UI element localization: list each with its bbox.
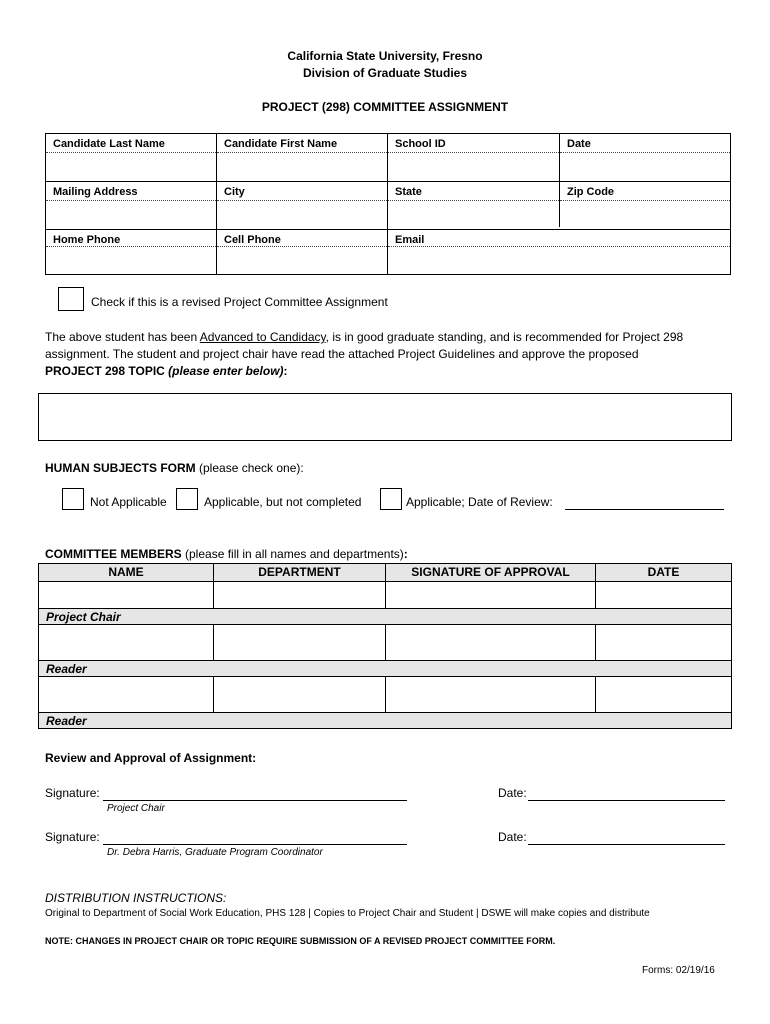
applicable-not-completed-checkbox[interactable] bbox=[176, 488, 198, 510]
human-subjects-title: HUMAN SUBJECTS FORM bbox=[45, 461, 196, 475]
signature-label-2: Signature: bbox=[45, 830, 100, 844]
not-applicable-checkbox[interactable] bbox=[62, 488, 84, 510]
label-home-phone: Home Phone bbox=[46, 230, 216, 247]
form-title: PROJECT (298) COMMITTEE ASSIGNMENT bbox=[261, 100, 509, 114]
cell-phone-field[interactable] bbox=[217, 247, 387, 274]
col-signature: SIGNATURE OF APPROVAL bbox=[385, 564, 595, 581]
signature-label-1: Signature: bbox=[45, 786, 100, 800]
statement-text: The above student has been bbox=[45, 330, 200, 344]
home-phone-field[interactable] bbox=[46, 247, 216, 274]
label-first-name: Candidate First Name bbox=[217, 134, 387, 153]
date-label-2: Date: bbox=[498, 830, 527, 844]
label-date: Date bbox=[560, 134, 730, 153]
label-mailing-address: Mailing Address bbox=[46, 182, 216, 201]
school-id-field[interactable] bbox=[388, 153, 559, 181]
signature-caption-2: Dr. Debra Harris, Graduate Program Coordinator bbox=[107, 847, 323, 858]
committee-title: COMMITTEE MEMBERS bbox=[45, 547, 182, 561]
label-email: Email bbox=[388, 230, 730, 247]
table-row bbox=[39, 676, 731, 712]
col-department: DEPARTMENT bbox=[213, 564, 385, 581]
label-city: City bbox=[217, 182, 387, 201]
role-reader-1: Reader bbox=[39, 660, 731, 676]
signature-caption-1: Project Chair bbox=[107, 803, 165, 814]
table-row bbox=[39, 624, 731, 660]
topic-colon: : bbox=[283, 364, 288, 378]
committee-heading bbox=[45, 547, 408, 561]
chair-department-field[interactable] bbox=[213, 582, 385, 608]
date-line-1[interactable] bbox=[528, 800, 725, 801]
role-project-chair: Project Chair bbox=[39, 608, 731, 624]
review-date-field[interactable] bbox=[565, 509, 724, 510]
mailing-address-field[interactable] bbox=[46, 201, 216, 229]
label-last-name: Candidate Last Name bbox=[46, 134, 216, 153]
reader1-date-field[interactable] bbox=[595, 625, 731, 660]
label-zip: Zip Code bbox=[560, 182, 730, 201]
committee-hint: (please fill in all names and departments) bbox=[181, 547, 404, 561]
division-name: Division of Graduate Studies bbox=[302, 66, 468, 80]
date-label-1: Date: bbox=[498, 786, 527, 800]
reader2-department-field[interactable] bbox=[213, 677, 385, 712]
date-field[interactable] bbox=[560, 153, 730, 181]
distribution-text: Original to Department of Social Work Education, PHS 128 | Copies to Project Chair and Student | DSWE will make copies and distribute bbox=[45, 908, 650, 919]
university-name: California State University, Fresno bbox=[287, 49, 483, 63]
applicable-date-checkbox[interactable] bbox=[380, 488, 402, 510]
project-topic-field[interactable] bbox=[38, 393, 732, 441]
signature-line-2[interactable] bbox=[103, 844, 407, 845]
committee-colon: : bbox=[403, 547, 408, 561]
reader1-department-field[interactable] bbox=[213, 625, 385, 660]
review-heading: Review and Approval of Assignment: bbox=[45, 751, 257, 765]
chair-signature-field[interactable] bbox=[385, 582, 595, 608]
committee-table-header bbox=[39, 564, 731, 581]
role-reader-2: Reader bbox=[39, 712, 731, 728]
signature-line-1[interactable] bbox=[103, 800, 407, 801]
chair-date-field[interactable] bbox=[595, 582, 731, 608]
applicable-date-label: Applicable; Date of Review: bbox=[406, 495, 553, 509]
revised-checkbox[interactable] bbox=[58, 287, 84, 311]
first-name-field[interactable] bbox=[217, 153, 387, 181]
statement-line-3 bbox=[45, 364, 288, 378]
distribution-note: NOTE: CHANGES IN PROJECT CHAIR OR TOPIC REQUIRE SUBMISSION OF A REVISED PROJECT COMMITTEE FORM. bbox=[45, 936, 556, 946]
state-field[interactable] bbox=[388, 201, 559, 229]
reader2-name-field[interactable] bbox=[39, 677, 213, 712]
col-date: DATE bbox=[595, 564, 731, 581]
statement-line-2: assignment. The student and project chair have read the attached Project Guidelines and approve the proposed bbox=[45, 347, 639, 361]
human-subjects-hint: (please check one): bbox=[195, 461, 304, 475]
reader2-signature-field[interactable] bbox=[385, 677, 595, 712]
label-cell-phone: Cell Phone bbox=[217, 230, 387, 247]
committee-table bbox=[38, 563, 732, 729]
zip-field[interactable] bbox=[560, 201, 730, 229]
label-school-id: School ID bbox=[388, 134, 559, 153]
human-subjects-heading bbox=[45, 461, 304, 475]
applicable-not-completed-label: Applicable, but not completed bbox=[204, 495, 362, 509]
statement-line-1 bbox=[45, 330, 683, 344]
label-state: State bbox=[388, 182, 559, 201]
topic-hint: (please enter below) bbox=[168, 364, 284, 378]
city-field[interactable] bbox=[217, 201, 387, 229]
reader2-date-field[interactable] bbox=[595, 677, 731, 712]
form-date-footer: Forms: 02/19/16 bbox=[642, 965, 715, 976]
advanced-to-candidacy-link[interactable]: Advanced to Candidacy bbox=[199, 330, 326, 344]
reader1-name-field[interactable] bbox=[39, 625, 213, 660]
reader1-signature-field[interactable] bbox=[385, 625, 595, 660]
revised-label: Check if this is a revised Project Committee Assignment bbox=[91, 295, 388, 309]
last-name-field[interactable] bbox=[46, 153, 216, 181]
distribution-title: DISTRIBUTION INSTRUCTIONS: bbox=[45, 891, 227, 905]
topic-heading: PROJECT 298 TOPIC bbox=[45, 364, 169, 378]
date-line-2[interactable] bbox=[528, 844, 725, 845]
not-applicable-label: Not Applicable bbox=[90, 495, 167, 509]
col-name: NAME bbox=[39, 564, 213, 581]
chair-name-field[interactable] bbox=[39, 582, 213, 608]
table-row bbox=[39, 581, 731, 608]
statement-text: , is in good graduate standing, and is recommended for Project 298 bbox=[325, 330, 684, 344]
candidate-info-table bbox=[45, 133, 731, 275]
email-field[interactable] bbox=[388, 247, 730, 274]
